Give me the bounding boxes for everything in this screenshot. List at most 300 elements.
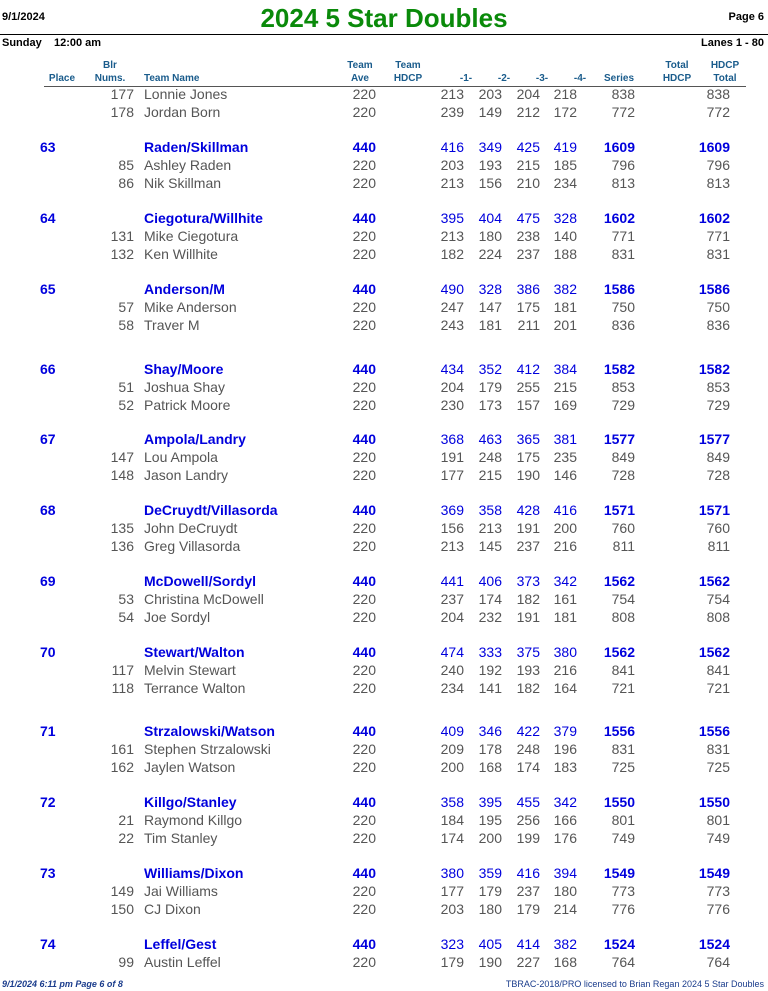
bowler-name: Melvin Stewart <box>144 662 236 678</box>
team-hdcp-total: 1609 <box>698 139 730 155</box>
series-score: 813 <box>611 175 635 191</box>
bowler-name: Patrick Moore <box>144 397 231 413</box>
team-game-3: 422 <box>516 723 540 739</box>
game-3-score: 210 <box>516 175 540 191</box>
game-2-score: 168 <box>478 759 502 775</box>
bowler-number: 21 <box>118 812 134 828</box>
game-3-score: 199 <box>516 830 540 846</box>
col-place: Place <box>48 73 76 84</box>
bowler-row <box>0 538 768 555</box>
team-series: 1556 <box>603 723 635 739</box>
team-row <box>0 502 768 519</box>
team-name: Raden/Skillman <box>144 139 249 155</box>
team-game-1: 358 <box>440 794 464 810</box>
col-team-name: Team Name <box>144 73 200 84</box>
team-game-1: 434 <box>440 361 464 377</box>
team-row <box>0 361 768 378</box>
game-2-score: 179 <box>478 883 502 899</box>
game-2-score: 179 <box>478 379 502 395</box>
team-game-4: 342 <box>553 794 577 810</box>
bowler-average: 220 <box>352 538 376 554</box>
hdcp-total: 801 <box>706 812 730 828</box>
team-name: Ampola/Landry <box>144 431 246 447</box>
game-4-score: 185 <box>553 157 577 173</box>
team-game-2: 333 <box>478 644 502 660</box>
hdcp-total: 750 <box>706 299 730 315</box>
team-average: 440 <box>352 644 376 660</box>
series-score: 811 <box>612 538 635 554</box>
game-4-score: 180 <box>553 883 577 899</box>
bowler-average: 220 <box>352 467 376 483</box>
bowler-name: Christina McDowell <box>144 591 264 607</box>
bowler-average: 220 <box>352 449 376 465</box>
game-4-score: 235 <box>553 449 577 465</box>
bowler-name: Jason Landry <box>144 467 229 483</box>
bowler-number: 147 <box>110 449 134 465</box>
game-4-score: 181 <box>553 299 577 315</box>
game-4-score: 234 <box>553 175 577 191</box>
hdcp-total: 749 <box>706 830 730 846</box>
team-game-1: 323 <box>440 936 464 952</box>
report-date: 9/1/2024 <box>2 11 45 23</box>
bowler-number: 117 <box>111 662 134 678</box>
hdcp-total: 813 <box>706 175 730 191</box>
game-4-score: 188 <box>553 246 577 262</box>
hdcp-total: 836 <box>706 317 730 333</box>
team-game-2: 346 <box>478 723 502 739</box>
game-2-score: 195 <box>478 812 502 828</box>
team-place: 72 <box>40 794 56 810</box>
series-score: 841 <box>611 662 635 678</box>
col-total-hdcp: Total <box>665 60 689 71</box>
game-2-score: 156 <box>478 175 502 191</box>
game-4-score: 168 <box>553 954 577 970</box>
game-3-score: 237 <box>516 246 540 262</box>
team-hdcp-total: 1524 <box>698 936 730 952</box>
team-game-1: 441 <box>440 573 464 589</box>
game-1-score: 204 <box>440 609 464 625</box>
bowler-average: 220 <box>352 662 376 678</box>
game-1-score: 182 <box>440 246 464 262</box>
series-score: 849 <box>611 449 635 465</box>
bowler-row <box>0 812 768 829</box>
game-3-score: 256 <box>516 812 540 828</box>
bowler-row <box>0 449 768 466</box>
bowler-number: 132 <box>110 246 134 262</box>
game-1-score: 239 <box>440 104 464 120</box>
team-place: 66 <box>40 361 56 377</box>
game-2-score: 141 <box>478 680 502 696</box>
game-4-score: 216 <box>553 538 577 554</box>
team-place: 70 <box>40 644 56 660</box>
col-series: Series <box>603 73 635 84</box>
bowler-number: 53 <box>118 591 134 607</box>
series-score: 750 <box>611 299 635 315</box>
hdcp-total: 811 <box>707 538 730 554</box>
team-game-3: 373 <box>516 573 540 589</box>
bowler-name: Jai Williams <box>144 883 218 899</box>
team-hdcp-total: 1549 <box>698 865 730 881</box>
team-game-1: 490 <box>440 281 464 297</box>
game-2-score: 190 <box>478 954 502 970</box>
team-average: 440 <box>352 794 376 810</box>
team-row <box>0 865 768 882</box>
team-game-4: 342 <box>553 573 577 589</box>
bowler-number: 131 <box>110 228 134 244</box>
game-3-score: 237 <box>516 883 540 899</box>
series-score: 773 <box>611 883 635 899</box>
game-1-score: 234 <box>440 680 464 696</box>
team-game-1: 380 <box>440 865 464 881</box>
team-game-2: 395 <box>478 794 502 810</box>
team-name: Killgo/Stanley <box>144 794 237 810</box>
game-2-score: 248 <box>478 449 502 465</box>
game-2-score: 203 <box>478 86 502 102</box>
team-row <box>0 139 768 156</box>
team-hdcp-total: 1602 <box>698 210 730 226</box>
hdcp-total: 849 <box>706 449 730 465</box>
team-game-4: 382 <box>553 281 577 297</box>
game-2-score: 193 <box>478 157 502 173</box>
team-series: 1577 <box>603 431 635 447</box>
game-1-score: 209 <box>440 741 464 757</box>
team-average: 440 <box>352 361 376 377</box>
team-row <box>0 281 768 298</box>
game-2-score: 149 <box>478 104 502 120</box>
bowler-average: 220 <box>352 299 376 315</box>
team-average: 440 <box>352 281 376 297</box>
col-team-ave: Team <box>347 60 373 71</box>
team-game-3: 412 <box>516 361 540 377</box>
bowler-row <box>0 662 768 679</box>
game-2-score: 232 <box>478 609 502 625</box>
game-1-score: 240 <box>440 662 464 678</box>
series-score: 771 <box>611 228 635 244</box>
game-1-score: 174 <box>440 830 464 846</box>
team-game-1: 395 <box>440 210 464 226</box>
game-3-score: 190 <box>516 467 540 483</box>
bowler-number: 57 <box>118 299 134 315</box>
series-score: 760 <box>611 520 635 536</box>
bowler-row <box>0 901 768 918</box>
bowler-average: 220 <box>352 520 376 536</box>
game-1-score: 191 <box>440 449 464 465</box>
bowler-name: Traver M <box>144 317 200 333</box>
team-game-3: 365 <box>516 431 540 447</box>
bowler-average: 220 <box>352 954 376 970</box>
team-game-3: 475 <box>516 210 540 226</box>
bowler-name: Stephen Strzalowski <box>144 741 271 757</box>
team-name: Ciegotura/Willhite <box>144 210 263 226</box>
team-game-2: 359 <box>478 865 502 881</box>
bowler-name: Mike Ciegotura <box>144 228 239 244</box>
game-2-score: 145 <box>478 538 502 554</box>
game-1-score: 213 <box>440 175 464 191</box>
bowler-name: Ken Willhite <box>144 246 218 262</box>
bowler-name: Nik Skillman <box>144 175 222 191</box>
game-3-score: 193 <box>516 662 540 678</box>
bowler-name: Austin Leffel <box>144 954 221 970</box>
team-row <box>0 573 768 590</box>
game-2-score: 174 <box>478 591 502 607</box>
series-score: 838 <box>611 86 635 102</box>
game-1-score: 213 <box>440 228 464 244</box>
team-place: 64 <box>40 210 56 226</box>
game-4-score: 140 <box>553 228 577 244</box>
game-4-score: 181 <box>553 609 577 625</box>
team-average: 440 <box>352 502 376 518</box>
team-game-2: 328 <box>478 281 502 297</box>
team-name: Stewart/Walton <box>144 644 245 660</box>
bowler-name: Jaylen Watson <box>144 759 236 775</box>
bowler-average: 220 <box>352 175 376 191</box>
team-game-1: 409 <box>440 723 464 739</box>
bowler-row <box>0 246 768 263</box>
game-4-score: 215 <box>553 379 577 395</box>
team-row <box>0 210 768 227</box>
series-score: 776 <box>611 901 635 917</box>
bowler-number: 54 <box>118 609 134 625</box>
team-name: Anderson/M <box>144 281 225 297</box>
team-name: Leffel/Gest <box>144 936 217 952</box>
team-game-3: 455 <box>516 794 540 810</box>
team-average: 440 <box>352 936 376 952</box>
bowler-row <box>0 520 768 537</box>
team-row <box>0 644 768 661</box>
col-hdcp-total-2: Total <box>713 73 737 84</box>
bowler-name: Lou Ampola <box>144 449 218 465</box>
bowler-number: 161 <box>110 741 134 757</box>
game-1-score: 184 <box>440 812 464 828</box>
bowler-average: 220 <box>352 397 376 413</box>
team-hdcp-total: 1582 <box>698 361 730 377</box>
hdcp-total: 754 <box>706 591 730 607</box>
hdcp-total: 721 <box>706 680 730 696</box>
team-place: 63 <box>40 139 56 155</box>
game-4-score: 164 <box>553 680 577 696</box>
col-blr-nums: Nums. <box>94 73 126 84</box>
team-game-4: 419 <box>553 139 577 155</box>
hdcp-total: 838 <box>706 86 730 102</box>
bowler-name: CJ Dixon <box>144 901 201 917</box>
team-average: 440 <box>352 865 376 881</box>
bowler-name: Tim Stanley <box>144 830 218 846</box>
hdcp-total: 853 <box>706 379 730 395</box>
team-place: 68 <box>40 502 56 518</box>
bowler-row <box>0 759 768 776</box>
game-4-score: 218 <box>553 86 577 102</box>
bowler-row <box>0 883 768 900</box>
col-game-4: -4- <box>573 73 587 84</box>
game-4-score: 169 <box>553 397 577 413</box>
bowler-average: 220 <box>352 609 376 625</box>
team-game-3: 375 <box>516 644 540 660</box>
bowler-row <box>0 680 768 697</box>
team-row <box>0 936 768 953</box>
bowler-name: Greg Villasorda <box>144 538 241 554</box>
series-score: 749 <box>611 830 635 846</box>
series-score: 836 <box>611 317 635 333</box>
team-series: 1562 <box>603 644 635 660</box>
game-4-score: 161 <box>553 591 577 607</box>
team-average: 440 <box>352 723 376 739</box>
bowler-average: 220 <box>352 759 376 775</box>
team-name: Strzalowski/Watson <box>144 723 275 739</box>
team-game-2: 358 <box>478 502 502 518</box>
bowler-name: Mike Anderson <box>144 299 237 315</box>
game-1-score: 230 <box>440 397 464 413</box>
team-game-4: 394 <box>553 865 577 881</box>
team-game-1: 474 <box>440 644 464 660</box>
game-4-score: 196 <box>553 741 577 757</box>
game-1-score: 243 <box>440 317 464 333</box>
team-game-1: 368 <box>440 431 464 447</box>
bowler-name: Ashley Raden <box>144 157 232 173</box>
series-score: 728 <box>611 467 635 483</box>
bowler-number: 136 <box>110 538 134 554</box>
bowler-row <box>0 299 768 316</box>
col-game-1: -1- <box>459 73 473 84</box>
hdcp-total: 831 <box>706 246 730 262</box>
bowler-average: 220 <box>352 680 376 696</box>
team-game-3: 416 <box>516 865 540 881</box>
hdcp-total: 772 <box>706 104 730 120</box>
game-3-score: 174 <box>516 759 540 775</box>
team-series: 1549 <box>603 865 635 881</box>
team-series: 1550 <box>603 794 635 810</box>
bowler-name: Joe Sordyl <box>144 609 211 625</box>
team-average: 440 <box>352 573 376 589</box>
game-2-score: 147 <box>478 299 502 315</box>
header-rule <box>0 34 768 35</box>
team-name: Williams/Dixon <box>144 865 244 881</box>
team-game-3: 414 <box>516 936 540 952</box>
team-series: 1562 <box>603 573 635 589</box>
game-2-score: 181 <box>478 317 502 333</box>
col-game-2: -2- <box>497 73 511 84</box>
game-4-score: 146 <box>553 467 577 483</box>
col-game-3: -3- <box>535 73 549 84</box>
team-game-2: 463 <box>478 431 502 447</box>
bowler-row <box>0 741 768 758</box>
team-game-4: 416 <box>553 502 577 518</box>
session-day-time: Sunday 12:00 am <box>2 37 102 49</box>
bowler-number: 52 <box>118 397 134 413</box>
team-series: 1524 <box>603 936 635 952</box>
hdcp-total: 808 <box>706 609 730 625</box>
footer-license: TBRAC-2018/PRO licensed to Brian Regan 2024 5 Star Doubles <box>505 979 764 989</box>
bowler-name: John DeCruydt <box>144 520 238 536</box>
bowler-number: 162 <box>110 759 134 775</box>
game-1-score: 213 <box>440 538 464 554</box>
game-1-score: 200 <box>440 759 464 775</box>
hdcp-total: 776 <box>706 901 730 917</box>
series-score: 853 <box>611 379 635 395</box>
bowler-row <box>0 954 768 971</box>
bowler-average: 220 <box>352 591 376 607</box>
game-3-score: 157 <box>516 397 540 413</box>
game-2-score: 180 <box>478 901 502 917</box>
team-game-4: 384 <box>553 361 577 377</box>
game-2-score: 178 <box>478 741 502 757</box>
hdcp-total: 796 <box>706 157 730 173</box>
team-name: McDowell/Sordyl <box>144 573 257 589</box>
team-row <box>0 431 768 448</box>
game-1-score: 203 <box>440 157 464 173</box>
game-4-score: 214 <box>553 901 577 917</box>
game-3-score: 227 <box>516 954 540 970</box>
footer-print-info: 9/1/2024 6:11 pm Page 6 of 8 <box>2 979 123 989</box>
game-2-score: 224 <box>478 246 502 262</box>
game-3-score: 212 <box>516 104 540 120</box>
team-place: 71 <box>40 723 56 739</box>
team-series: 1602 <box>603 210 635 226</box>
bowler-name: Jordan Born <box>144 104 221 120</box>
game-1-score: 203 <box>440 901 464 917</box>
team-game-3: 386 <box>516 281 540 297</box>
bowler-average: 220 <box>352 901 376 917</box>
team-game-2: 405 <box>478 936 502 952</box>
bowler-row <box>0 228 768 245</box>
bowler-row <box>0 379 768 396</box>
series-score: 831 <box>611 246 635 262</box>
team-game-4: 382 <box>553 936 577 952</box>
bowler-number: 22 <box>118 830 134 846</box>
bowler-name: Terrance Walton <box>144 680 246 696</box>
col-team-ave-2: Ave <box>351 73 369 84</box>
game-3-score: 204 <box>516 86 540 102</box>
col-team-hdcp: Team <box>395 60 421 71</box>
page-number: Page 6 <box>728 11 764 23</box>
bowler-average: 220 <box>352 317 376 333</box>
game-3-score: 215 <box>516 157 540 173</box>
series-score: 796 <box>611 157 635 173</box>
game-4-score: 216 <box>553 662 577 678</box>
team-hdcp-total: 1586 <box>698 281 730 297</box>
game-3-score: 182 <box>516 680 540 696</box>
team-game-4: 380 <box>553 644 577 660</box>
hdcp-total: 841 <box>706 662 730 678</box>
team-name: DeCruydt/Villasorda <box>144 502 278 518</box>
game-3-score: 182 <box>516 591 540 607</box>
series-score: 721 <box>611 680 635 696</box>
team-place: 67 <box>40 431 56 447</box>
team-hdcp-total: 1562 <box>698 573 730 589</box>
report-title: 2024 5 Star Doubles <box>260 3 508 33</box>
series-score: 801 <box>611 812 635 828</box>
game-4-score: 176 <box>553 830 577 846</box>
bowler-row <box>0 591 768 608</box>
game-1-score: 204 <box>440 379 464 395</box>
game-1-score: 177 <box>440 467 464 483</box>
game-4-score: 172 <box>553 104 577 120</box>
bowler-row <box>0 175 768 192</box>
bowler-average: 220 <box>352 246 376 262</box>
bowler-number: 118 <box>111 680 134 696</box>
game-1-score: 179 <box>440 954 464 970</box>
bowler-number: 178 <box>110 104 134 120</box>
game-3-score: 237 <box>516 538 540 554</box>
bowler-average: 220 <box>352 228 376 244</box>
game-2-score: 180 <box>478 228 502 244</box>
bowler-row <box>0 157 768 174</box>
bowler-average: 220 <box>352 812 376 828</box>
series-score: 729 <box>611 397 635 413</box>
game-2-score: 213 <box>478 520 502 536</box>
bowler-number: 58 <box>118 317 134 333</box>
series-score: 725 <box>611 759 635 775</box>
bowler-average: 220 <box>352 86 376 102</box>
